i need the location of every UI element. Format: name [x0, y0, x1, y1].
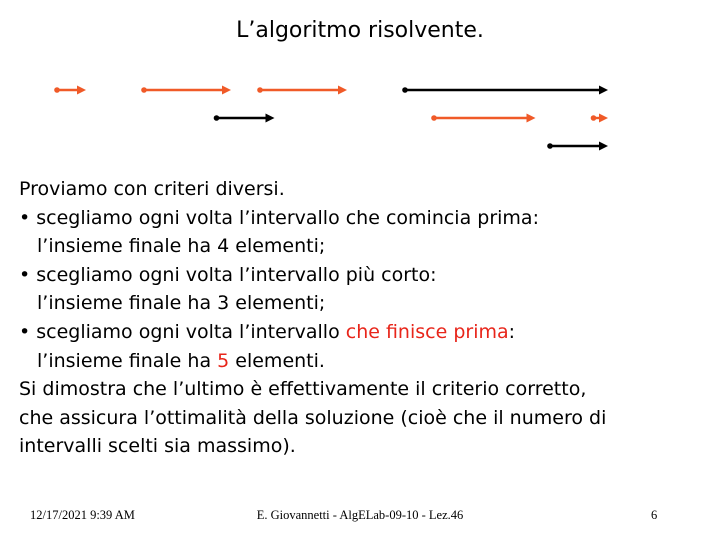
- bullet-earliest-finish: [19, 318, 719, 347]
- interval-arrow-4: [402, 86, 608, 95]
- interval-diagram: [0, 70, 720, 160]
- highlight-finish-first: che finisce prima: [345, 320, 509, 343]
- interval-arrow-7: [591, 114, 608, 123]
- arrowhead-icon: [266, 114, 275, 123]
- interval-start-dot: [257, 87, 263, 93]
- bullet-shortest-result: l’insieme finale ha 3 elementi;: [37, 292, 326, 315]
- slide-body: [19, 175, 719, 461]
- arrowhead-icon: [222, 86, 231, 95]
- conclusion-line-1: Si dimostra che l’ultimo è effettivamente il criterio corretto,: [19, 378, 587, 401]
- interval-start-dot: [54, 87, 60, 93]
- footer-date: 12/17/2021 9:39 AM: [30, 508, 135, 522]
- bullet-shortest: • scegliamo ogni volta l’intervallo più corto:: [19, 263, 437, 286]
- result-post: elementi.: [229, 349, 325, 372]
- interval-start-dot: [431, 115, 437, 121]
- interval-start-dot: [547, 143, 553, 149]
- conclusion-line-3: intervalli scelti sia massimo).: [19, 435, 296, 458]
- interval-start-dot: [591, 115, 597, 121]
- slide-title: L’algoritmo risolvente.: [236, 18, 484, 43]
- conclusion-line-2: che assicura l’ottimalità della soluzione (cioè che il numero di: [19, 406, 607, 429]
- arrowhead-icon: [338, 86, 347, 95]
- interval-arrow-2: [141, 86, 231, 95]
- interval-arrow-3: [257, 86, 347, 95]
- result-pre: l’insieme finale ha: [37, 349, 218, 372]
- interval-arrow-8: [547, 142, 608, 151]
- arrowhead-icon: [599, 142, 608, 151]
- arrowhead-icon: [599, 114, 608, 123]
- highlight-count: 5: [217, 349, 230, 372]
- bullet-earliest-start: • scegliamo ogni volta l’intervallo che comincia prima:: [19, 206, 539, 229]
- arrowhead-icon: [599, 86, 608, 95]
- interval-arrow-6: [431, 114, 535, 123]
- interval-start-dot: [214, 115, 220, 121]
- interval-start-dot: [402, 87, 408, 93]
- interval-arrow-5: [214, 114, 275, 123]
- arrowhead-icon: [527, 114, 536, 123]
- bullet-earliest-finish-post: :: [508, 320, 516, 343]
- intro-line: Proviamo con criteri diversi.: [19, 178, 285, 200]
- bullet-earliest-start-result: l’insieme finale ha 4 elementi;: [37, 235, 326, 258]
- interval-start-dot: [141, 87, 147, 93]
- bullet-earliest-finish-pre: • scegliamo ogni volta l’intervallo: [19, 320, 346, 343]
- interval-arrow-1: [54, 86, 86, 95]
- arrowhead-icon: [77, 86, 86, 95]
- footer-title: E. Giovannetti - AlgELab-09-10 - Lez.46: [256, 508, 464, 522]
- bullet-earliest-finish-result: [19, 347, 719, 376]
- footer-page-number: 6: [651, 508, 658, 522]
